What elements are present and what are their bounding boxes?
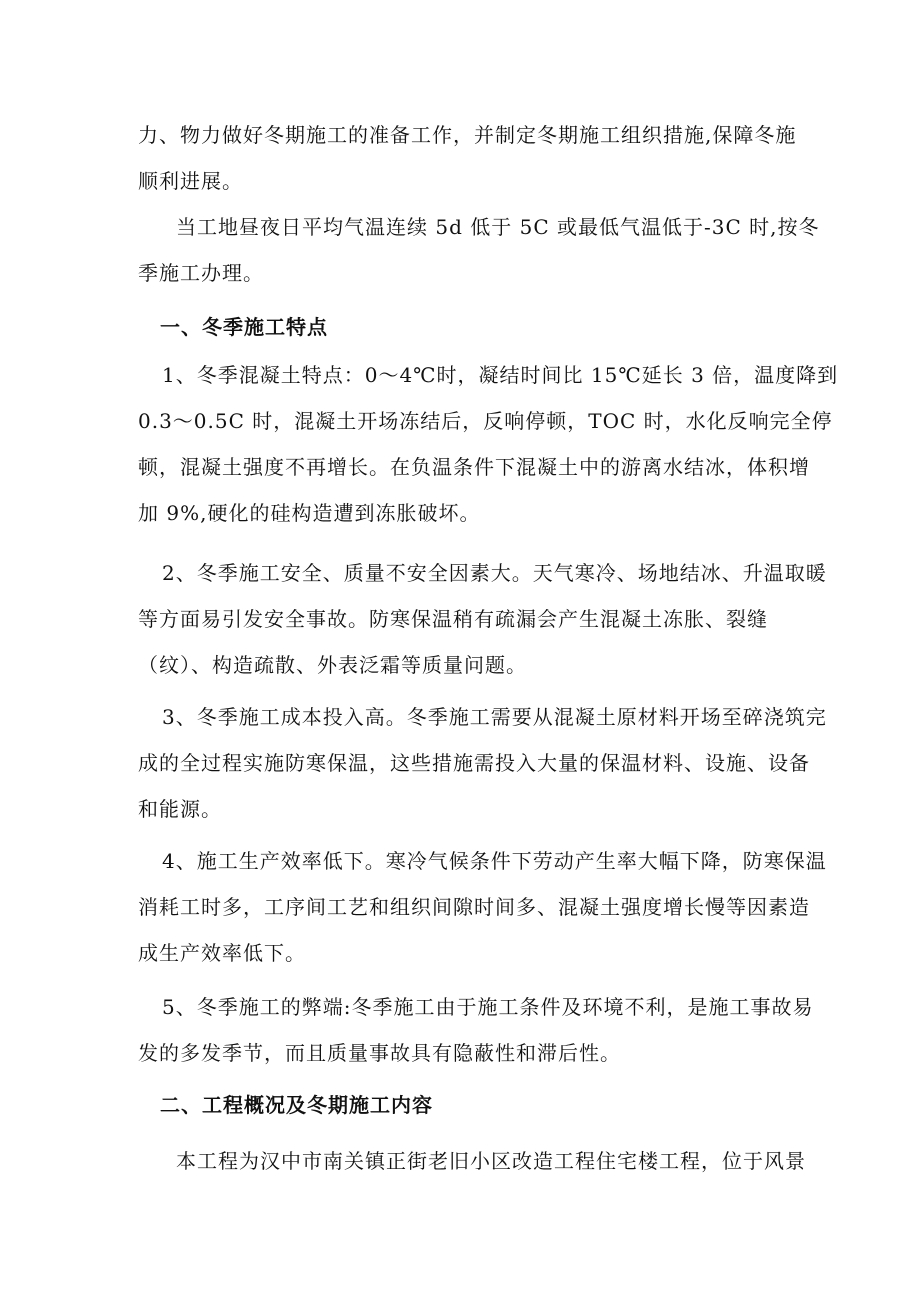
text-line: 成的全过程实施防寒保温，这些措施需投入大量的保温材料、设施、设备 xyxy=(138,751,810,775)
text-line: 顿，混凝土强度不再增长。在负温条件下混凝土中的游离水结冰，体积增 xyxy=(138,455,810,479)
text-line: 4、施工生产效率低下。寒冷气候条件下劳动产生率大幅下降，防寒保温 xyxy=(162,849,827,873)
paragraph-item-2 xyxy=(138,550,827,688)
paragraph-item-4 xyxy=(138,838,827,976)
text-line: 2、冬季施工安全、质量不安全因素大。天气寒冷、场地结冰、升温取暖 xyxy=(162,561,827,585)
text-line: 季施工办理。 xyxy=(138,261,264,285)
section-heading-project-overview: 二、工程概况及冬期施工内容 xyxy=(160,1093,433,1117)
text-line: 成生产效率低下。 xyxy=(138,941,306,965)
paragraph-item-5 xyxy=(138,984,814,1076)
text-line: 发的多发季节，而且质量事故具有隐蔽性和滞后性。 xyxy=(138,1041,621,1065)
paragraph-continuation xyxy=(138,112,797,204)
text-line: 加 9%,硬化的硅构造遭到冻胀破坏。 xyxy=(138,501,481,525)
text-line: 消耗工时多，工序间工艺和组织间隙时间多、混凝土强度增长慢等因素造 xyxy=(138,895,810,919)
section-heading-winter-characteristics: 一、冬季施工特点 xyxy=(160,315,328,339)
text-line: 和能源。 xyxy=(138,797,222,821)
text-line: 本工程为汉中市南关镇正街老旧小区改造工程住宅楼工程，位于风景 xyxy=(176,1149,806,1173)
paragraph-temperature-rule xyxy=(138,204,820,296)
text-line: 5、冬季施工的弊端:冬季施工由于施工条件及环境不利，是施工事故易 xyxy=(162,995,814,1019)
text-line: 3、冬季施工成本投入高。冬季施工需要从混凝土原材料开场至碎浇筑完 xyxy=(162,705,827,729)
text-line: 等方面易引发安全事故。防寒保温稍有疏漏会产生混凝土冻胀、裂缝 xyxy=(138,607,768,631)
text-line: 当工地昼夜日平均气温连续 5d 低于 5C 或最低气温低于-3C 时,按冬 xyxy=(176,215,820,239)
text-line: 顺利进展。 xyxy=(138,169,243,193)
text-line: 1、冬季混凝土特点：0～4℃时，凝结时间比 15℃延长 3 倍，温度降到 xyxy=(162,363,839,387)
text-line: 力、物力做好冬期施工的准备工作，并制定冬期施工组织措施,保障冬施 xyxy=(138,123,797,147)
paragraph-project-intro xyxy=(138,1138,806,1184)
paragraph-item-1 xyxy=(138,352,839,536)
text-line: 0.3～0.5C 时，混凝土开场冻结后，反响停顿，TOC 时，水化反响完全停 xyxy=(138,409,833,433)
paragraph-item-3 xyxy=(138,694,827,832)
text-line: （纹）、构造疏散、外表泛霜等质量问题。 xyxy=(138,653,527,677)
